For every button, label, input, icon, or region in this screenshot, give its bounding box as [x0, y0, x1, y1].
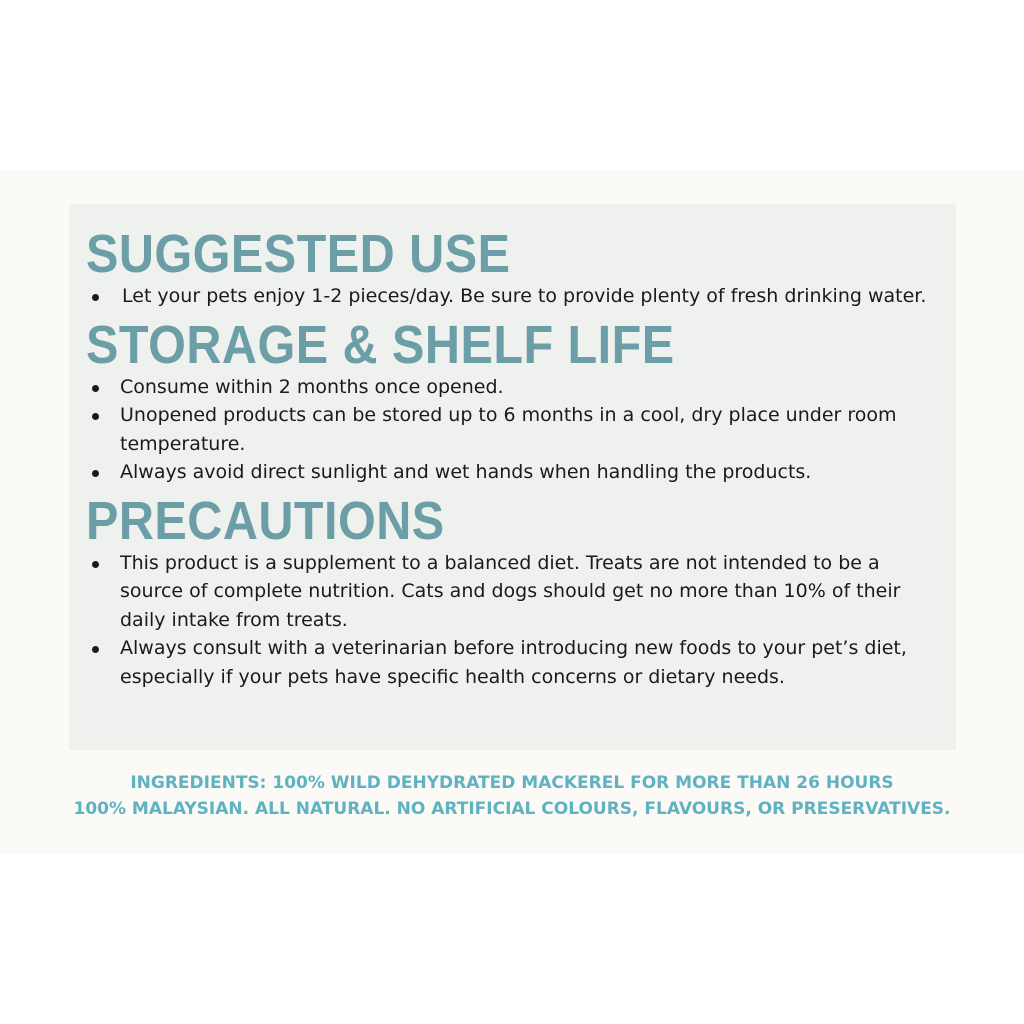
precautions-list: [86, 549, 940, 692]
section-title-precautions: PRECAUTIONS: [86, 490, 445, 551]
section-suggested-use: [86, 226, 940, 311]
list-item: Consume within 2 months once opened.: [86, 373, 940, 402]
suggested-use-list: [86, 282, 940, 311]
list-item: Unopened products can be stored up to 6 months in a cool, dry place under room temperature.: [86, 401, 940, 458]
info-panel: [69, 204, 956, 750]
footer-notes: [0, 770, 1024, 822]
section-precautions: [86, 490, 940, 692]
list-item: This product is a supplement to a balanced diet. Treats are not intended to be a source of complete nutrition. Cats and dogs should get no more than 10% of their daily intake from treats.: [86, 549, 940, 635]
list-item: Always avoid direct sunlight and wet hands when handling the products.: [86, 458, 940, 487]
section-title-suggested-use: SUGGESTED USE: [86, 224, 511, 284]
ingredients-line: INGREDIENTS: 100% WILD DEHYDRATED MACKEREL FOR MORE THAN 26 HOURS: [130, 773, 894, 793]
claims-line: 100% MALAYSIAN. ALL NATURAL. NO ARTIFICIAL COLOURS, FLAVOURS, OR PRESERVATIVES.: [73, 799, 951, 819]
section-title-storage-shelf-life: STORAGE & SHELF LIFE: [86, 314, 675, 375]
section-storage-shelf-life: [86, 314, 940, 487]
storage-list: [86, 373, 940, 487]
list-item: Let your pets enjoy 1-2 pieces/day. Be sure to provide plenty of fresh drinking water.: [86, 282, 940, 311]
list-item: Always consult with a veterinarian before introducing new foods to your pet’s diet, especially if your pets have specific health concerns or dietary needs.: [86, 634, 940, 691]
